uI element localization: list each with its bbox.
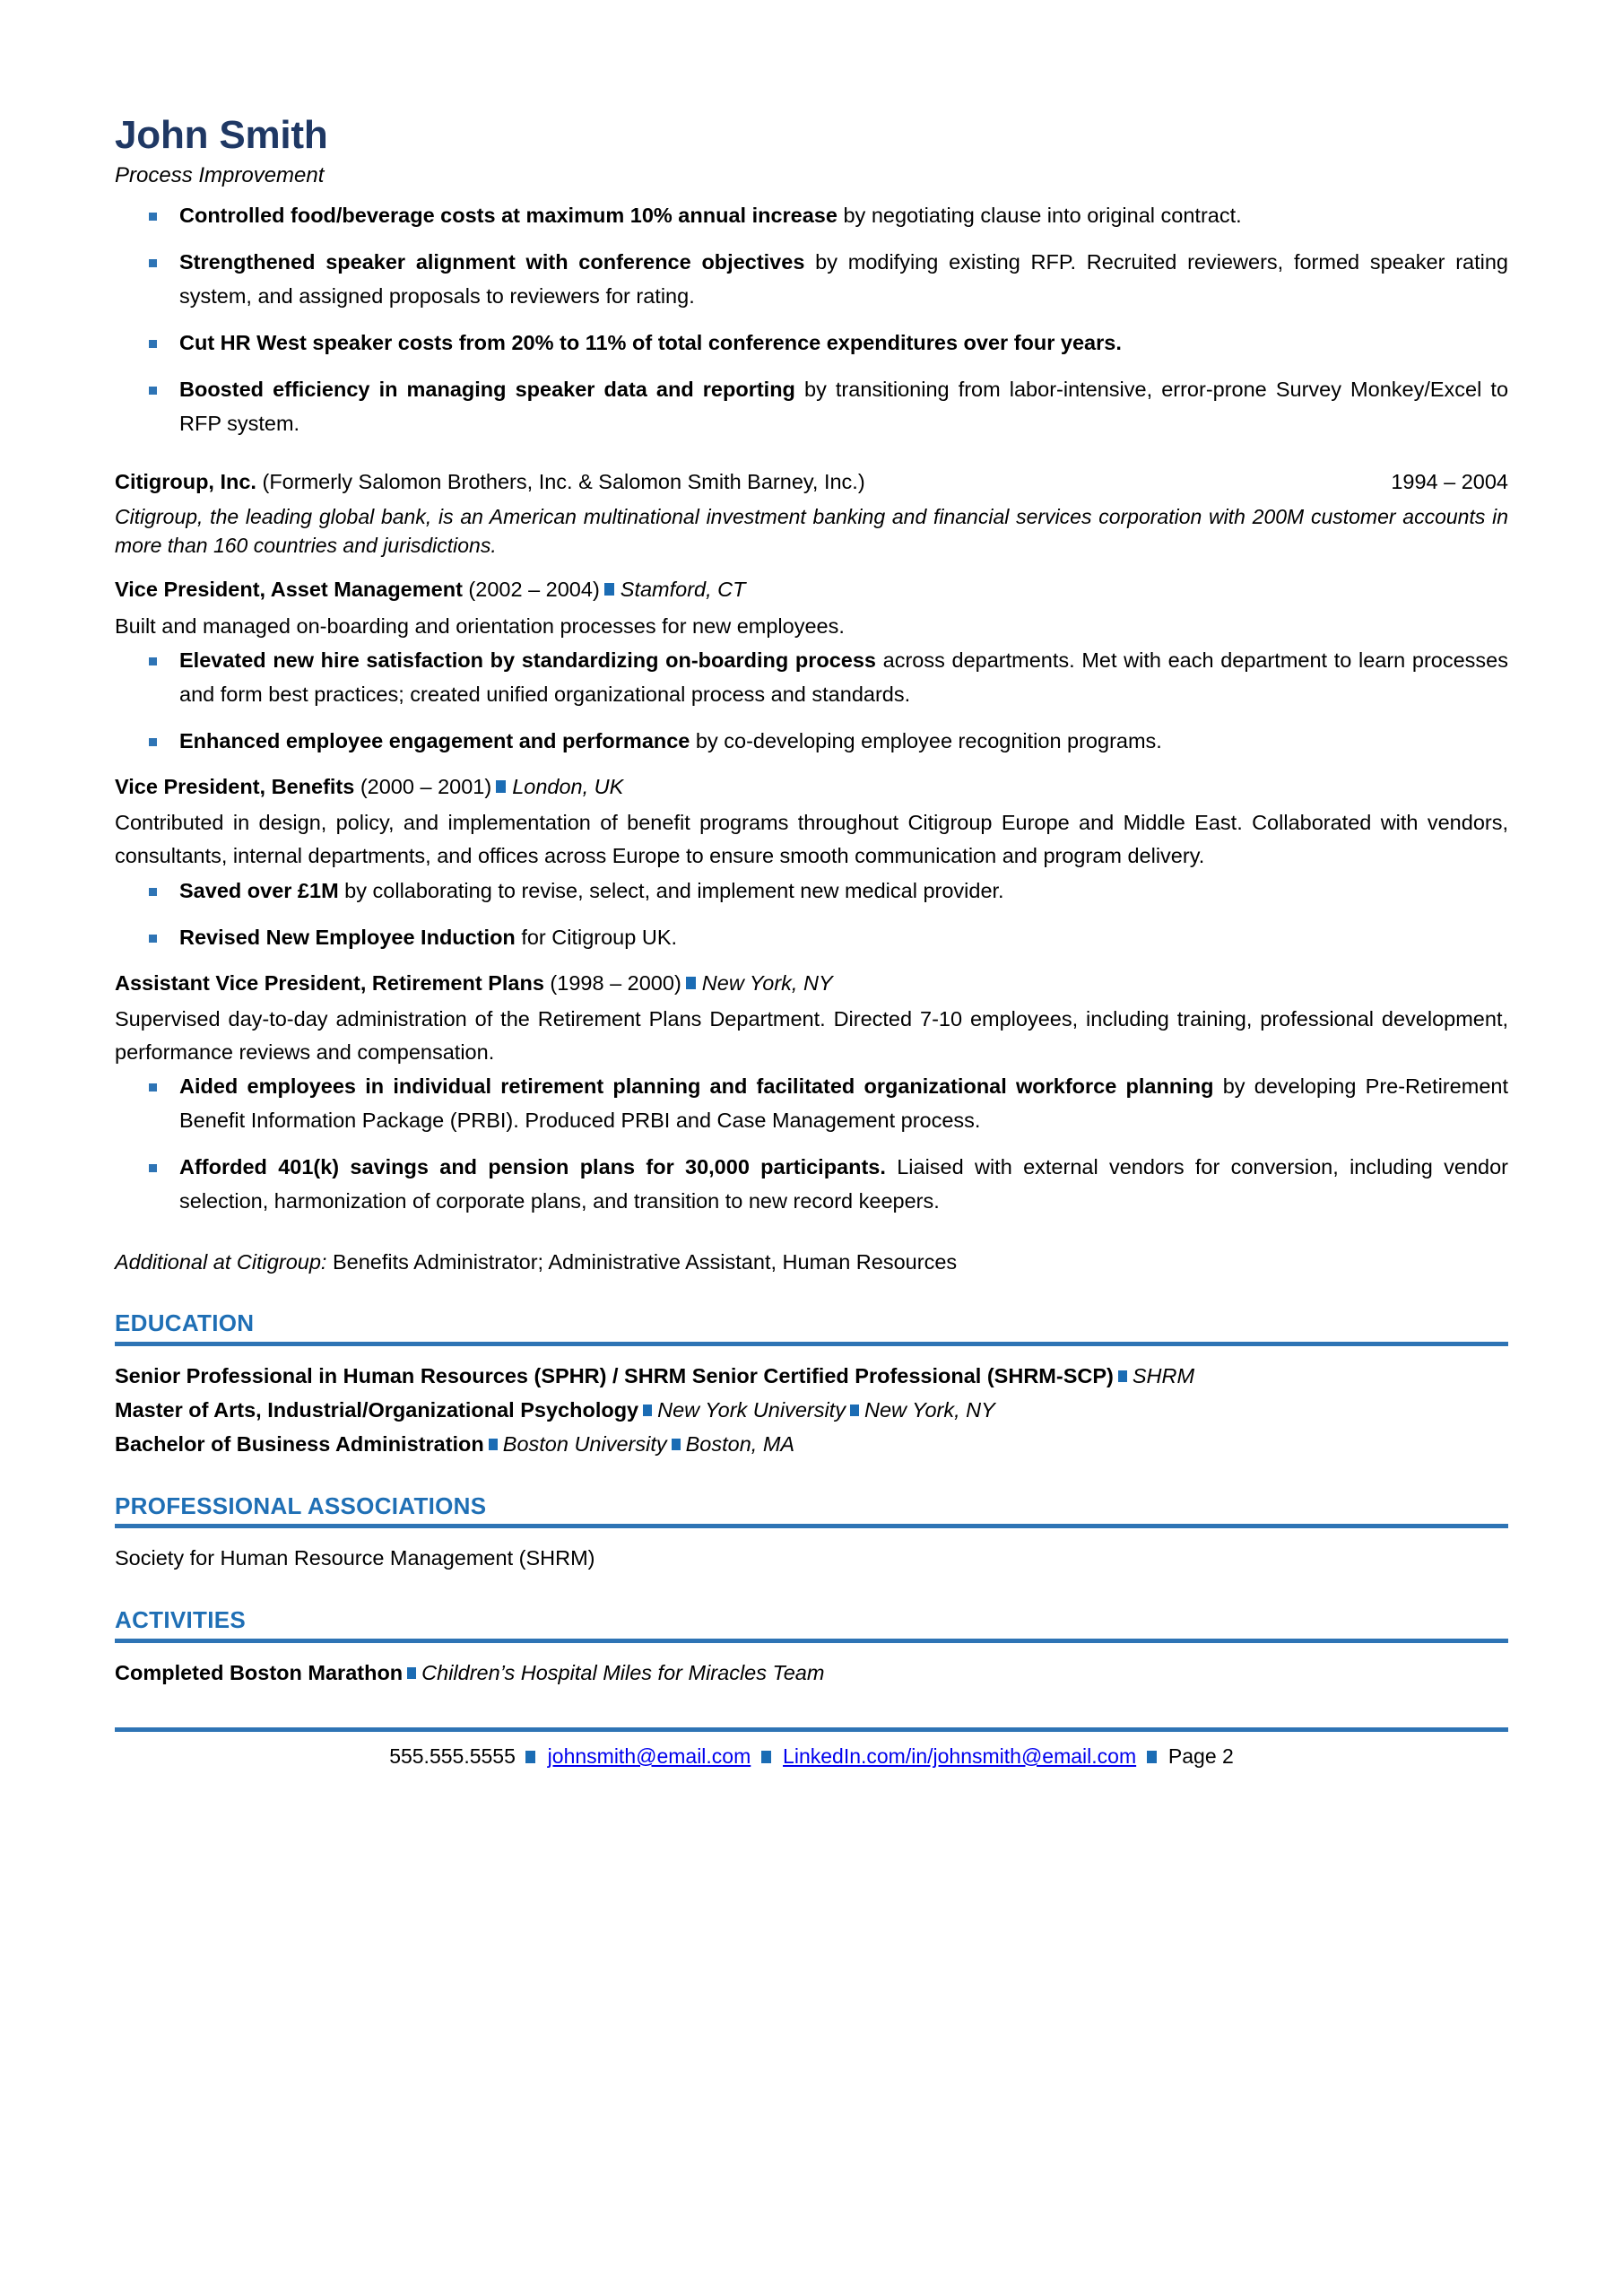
bullet-detail: Liaised with external vendors for conversion, including vendor selection, harmonization of corporate plans, and transition to new record keepers. — [179, 1155, 1508, 1213]
header-tagline: Process Improvement — [115, 163, 325, 188]
section-entry-text: Children’s Hospital Miles for Miracles Team — [421, 1661, 825, 1684]
section-entry-text: New York, NY — [864, 1397, 995, 1422]
square-separator-icon — [525, 1751, 535, 1763]
footer-phone: 555.555.5555 — [389, 1744, 516, 1769]
role-summary: Supervised day-to-day administration of the Retirement Plans Department. Directed 7-10 employees, including training, professional development, performance reviews and compensation. — [115, 1007, 1508, 1065]
square-separator-icon — [496, 780, 506, 793]
square-bullet-icon — [149, 1083, 157, 1091]
achievement-bullet — [115, 372, 1508, 440]
role-dates: (1998 – 2000) — [543, 970, 681, 995]
bullet-highlight: Enhanced employee engagement and performance — [179, 728, 690, 752]
bullet-detail: by negotiating clause into original contract. — [837, 203, 1242, 227]
bullet-detail: by transitioning from labor-intensive, error-prone Survey Monkey/Excel to RFP system. — [179, 378, 1509, 436]
square-separator-icon — [407, 1667, 416, 1679]
achievement-bullet — [115, 724, 1508, 758]
square-bullet-icon — [149, 1164, 157, 1172]
section-heading: ACTIVITIES — [115, 1606, 247, 1634]
bullet-detail: by developing Pre-Retirement Benefit Information Package (PRBI). Produced PRBI and Case Management process. — [179, 1074, 1508, 1133]
role-location: Stamford, CT — [620, 578, 746, 602]
achievement-bullet — [115, 1069, 1508, 1137]
role-location: London, UK — [512, 774, 624, 798]
bullet-detail: by co-developing employee recognition programs. — [690, 728, 1162, 752]
role-title: Assistant Vice President, Retirement Plans — [115, 970, 544, 995]
section-entry — [115, 1393, 1508, 1427]
section-entry — [115, 1427, 1508, 1461]
bullet-highlight: Elevated new hire satisfaction by standardizing on-boarding process — [179, 648, 876, 672]
square-bullet-icon — [149, 738, 157, 746]
company-former-names: (Formerly Salomon Brothers, Inc. & Salomon Smith Barney, Inc.) — [256, 470, 865, 494]
additional-roles — [115, 1246, 1508, 1278]
achievement-bullet — [115, 920, 1508, 954]
square-separator-icon — [489, 1439, 498, 1450]
role-dates: (2002 – 2004) — [462, 578, 600, 602]
bullet-highlight: Revised New Employee Induction — [179, 925, 516, 949]
role-location: New York, NY — [701, 970, 833, 995]
section-entry — [115, 1359, 1508, 1393]
role-block — [115, 770, 1508, 954]
square-separator-icon — [1118, 1370, 1127, 1382]
section-divider — [115, 1524, 1508, 1528]
section-activities — [115, 1607, 1508, 1690]
bullet-detail: by modifying existing RFP. Recruited reviewers, formed speaker rating system, and assigned proposals to reviewers for rating. — [179, 250, 1508, 309]
role-header — [115, 770, 1508, 803]
square-separator-icon — [672, 1439, 681, 1450]
footer-contact-line — [115, 1741, 1508, 1772]
role-achievements-list — [115, 874, 1508, 954]
footer-page-number: Page 2 — [1167, 1744, 1234, 1769]
square-bullet-icon — [149, 213, 157, 221]
bullet-highlight: Controlled food/beverage costs at maximum 10% annual increase — [179, 203, 838, 227]
bullet-highlight: Boosted efficiency in managing speaker data and reporting — [179, 378, 795, 402]
square-bullet-icon — [149, 340, 157, 348]
footer-divider — [115, 1727, 1508, 1732]
square-separator-icon — [686, 977, 696, 989]
role-block — [115, 573, 1508, 758]
footer-linkedin-link[interactable]: LinkedIn.com/in/johnsmith@email.com — [783, 1744, 1137, 1769]
bullet-detail: by collaborating to revise, select, and implement new medical provider. — [338, 878, 1004, 902]
achievement-bullet — [115, 1150, 1508, 1218]
role-summary: Built and managed on-boarding and orientation processes for new employees. — [115, 613, 845, 638]
square-bullet-icon — [149, 888, 157, 896]
page-footer — [115, 1727, 1508, 1772]
square-bullet-icon — [149, 935, 157, 943]
bullet-detail: for Citigroup UK. — [515, 925, 678, 949]
role-title: Vice President, Asset Management — [115, 578, 463, 602]
company-header-row — [115, 465, 1508, 498]
additional-roles-label: Additional at Citigroup: — [115, 1249, 327, 1274]
footer-email-link[interactable]: johnsmith@email.com — [547, 1744, 751, 1769]
role-dates: (2000 – 2001) — [354, 774, 492, 798]
role-achievements-list — [115, 1069, 1508, 1218]
company-description: Citigroup, the leading global bank, is an American multinational investment banking and financial services corporation with 200M customer accounts in more than 160 countries and jurisdictions. — [115, 504, 1508, 558]
bullet-highlight: Cut HR West speaker costs from 20% to 11% of total conference expenditures over four years. — [179, 331, 1122, 355]
company-dates: 1994 – 2004 — [1391, 470, 1508, 494]
section-entry — [115, 1656, 1508, 1690]
achievement-bullet — [115, 245, 1508, 313]
achievement-bullet — [115, 643, 1508, 711]
bullet-highlight: Aided employees in individual retirement planning and facilitated organizational workforce planning — [179, 1074, 1214, 1099]
achievement-bullet — [115, 198, 1508, 232]
square-separator-icon — [604, 583, 614, 596]
section-professional-associations — [115, 1493, 1508, 1576]
section-entry-text: Senior Professional in Human Resources (SPHR) / SHRM Senior Certified Professional (SHRM-SCP) — [115, 1363, 1114, 1387]
sections-container — [115, 1310, 1508, 1690]
section-education — [115, 1310, 1508, 1461]
square-bullet-icon — [149, 657, 157, 665]
square-bullet-icon — [149, 387, 157, 395]
section-entry-text: Master of Arts, Industrial/Organizational Psychology — [115, 1397, 639, 1422]
roles-container — [115, 573, 1508, 1218]
section-entry-text: New York University — [657, 1397, 846, 1422]
section-entry-text: Completed Boston Marathon — [115, 1661, 404, 1684]
role-header — [115, 967, 1508, 999]
square-separator-icon — [850, 1405, 859, 1416]
role-summary: Contributed in design, policy, and implementation of benefit programs throughout Citigroup Europe and Middle East. Collaborated with vendors, consultants, internal departments, and offices across Europe to ensure smooth communication and program delivery. — [115, 811, 1508, 868]
role-title: Vice President, Benefits — [115, 774, 355, 798]
bullet-detail: across departments. Met with each department to learn processes and form best practices; created unified organizational process and standards. — [179, 648, 1508, 706]
section-entry-text: Boston, MA — [685, 1431, 795, 1456]
bullet-highlight: Afforded 401(k) savings and pension plans for 30,000 participants. — [179, 1155, 886, 1179]
role-achievements-list — [115, 643, 1508, 758]
achievement-bullet — [115, 326, 1508, 360]
role-block — [115, 967, 1508, 1219]
section-entry — [115, 1541, 1508, 1575]
section-heading: PROFESSIONAL ASSOCIATIONS — [115, 1492, 487, 1519]
square-separator-icon — [643, 1405, 652, 1416]
section-entry-text: Society for Human Resource Management (SHRM) — [115, 1546, 595, 1570]
achievement-bullet — [115, 874, 1508, 908]
top-achievements-list — [115, 198, 1508, 440]
additional-roles-text: Benefits Administrator; Administrative Assistant, Human Resources — [326, 1249, 958, 1274]
company-name: Citigroup, Inc. — [115, 470, 256, 494]
role-header — [115, 573, 1508, 605]
section-heading: EDUCATION — [115, 1309, 255, 1336]
bullet-highlight: Strengthened speaker alignment with conference objectives — [179, 250, 805, 274]
section-entry-text: Bachelor of Business Administration — [115, 1431, 484, 1456]
page-title: John Smith — [115, 113, 328, 157]
bullet-highlight: Saved over £1M — [179, 878, 339, 902]
section-divider — [115, 1342, 1508, 1346]
section-divider — [115, 1639, 1508, 1643]
square-separator-icon — [761, 1751, 771, 1763]
company-header-left — [115, 465, 865, 498]
section-entry-text: Boston University — [502, 1431, 667, 1456]
section-entry-text: SHRM — [1132, 1363, 1195, 1387]
square-separator-icon — [1147, 1751, 1157, 1763]
square-bullet-icon — [149, 259, 157, 267]
